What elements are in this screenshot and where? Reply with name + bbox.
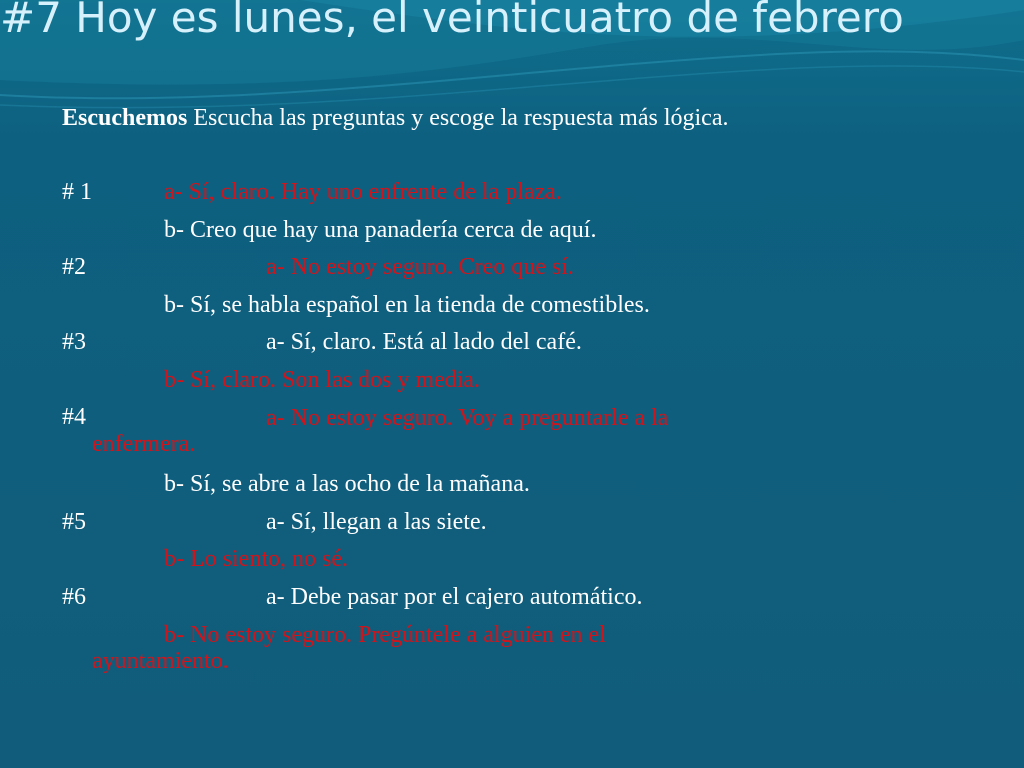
answer-option: a- Sí, claro. Está al lado del café. xyxy=(266,329,582,355)
question-5-option-a xyxy=(62,504,962,542)
question-number: #6 xyxy=(62,583,86,610)
answer-option: b- Lo siento, no sé. xyxy=(164,546,348,572)
answer-option: b- Creo que hay una panadería cerca de aquí. xyxy=(164,216,597,243)
question-6-option-b xyxy=(62,616,962,683)
answer-option: b- No estoy seguro. Pregúntele a alguien en el xyxy=(164,622,606,648)
answer-option: a- No estoy seguro. Creo que sí. xyxy=(266,254,574,280)
question-2-option-b xyxy=(62,287,962,325)
question-number: #4 xyxy=(62,404,86,430)
instruction-text: Escucha las preguntas y escoge la respuesta más lógica. xyxy=(187,105,729,131)
answer-option: b- Sí, claro. Son las dos y media. xyxy=(164,366,480,393)
answer-option-continued: enfermera. xyxy=(92,431,196,457)
instruction-label: Escuchemos xyxy=(62,105,188,131)
question-number: #2 xyxy=(62,254,86,280)
answer-option: a- Debe pasar por el cajero automático. xyxy=(266,583,643,610)
question-number: #3 xyxy=(62,329,86,355)
question-4-option-b xyxy=(62,466,962,504)
answer-option: a- No estoy seguro. Voy a preguntarle a la xyxy=(266,405,669,431)
answer-option-continued: ayuntamiento. xyxy=(92,648,229,674)
question-number: # 1 xyxy=(62,179,92,205)
answer-option: b- Sí, se abre a las ocho de la mañana. xyxy=(164,471,530,497)
question-3-option-a xyxy=(62,324,962,362)
answer-option: a- Sí, claro. Hay uno enfrente de la plaza. xyxy=(164,179,562,205)
question-5-option-b xyxy=(62,541,962,579)
instruction-line xyxy=(62,100,962,137)
question-2-option-a xyxy=(62,249,962,287)
question-number: #5 xyxy=(62,508,86,535)
spacer xyxy=(62,137,962,174)
question-6-option-a xyxy=(62,579,962,617)
question-3-option-b xyxy=(62,362,962,400)
exercise-content xyxy=(62,100,962,683)
question-1-option-b xyxy=(62,212,962,250)
slide-title: #7 Hoy es lunes, el veinticuatro de febrero xyxy=(0,0,904,42)
question-4-option-a xyxy=(62,399,962,466)
question-1-option-a xyxy=(62,174,962,212)
answer-option: b- Sí, se habla español en la tienda de comestibles. xyxy=(164,291,650,318)
answer-option: a- Sí, llegan a las siete. xyxy=(266,508,487,535)
